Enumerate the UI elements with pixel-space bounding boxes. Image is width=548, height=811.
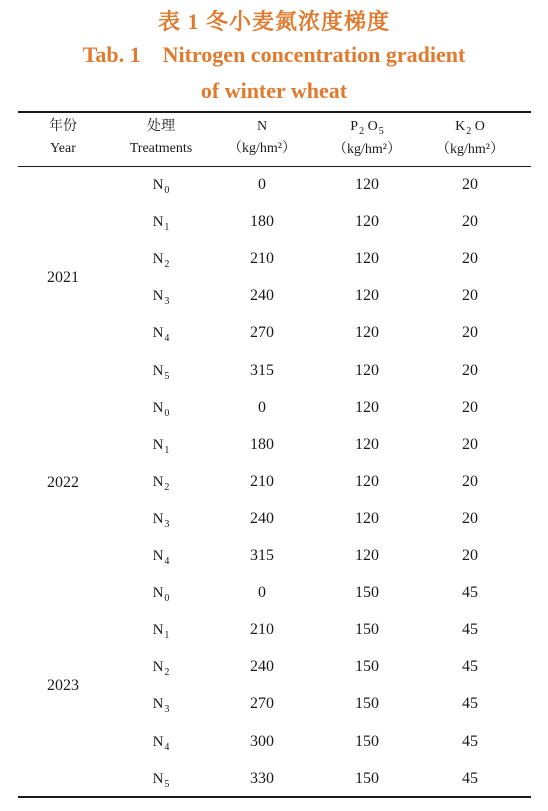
cell-treatment: $N_3$ — [152, 288, 170, 308]
top-rule — [18, 111, 531, 113]
cell-treatment: $N_2$ — [152, 251, 170, 271]
cell-p2o5: 120 — [355, 509, 379, 527]
cell-p2o5: 120 — [355, 176, 379, 193]
cell-n: 240 — [250, 509, 274, 527]
bottom-rule — [18, 796, 531, 798]
cell-k2o: 20 — [462, 547, 478, 564]
cell-treatment: $N_0$ — [152, 585, 170, 605]
cell-p2o5: 120 — [355, 250, 379, 268]
cell-treatment: $N_0$ — [152, 399, 170, 419]
header-p-label: $P_2$ $O_5$ — [350, 119, 384, 137]
cell-n: 210 — [250, 472, 274, 490]
cell-p2o5: 150 — [355, 658, 379, 676]
cell-treatment: $N_2$ — [152, 473, 170, 493]
cell-treatment: $N_5$ — [152, 770, 170, 790]
cell-n: 330 — [250, 769, 274, 787]
cell-n: 315 — [250, 547, 274, 564]
cell-treatment: $N_1$ — [152, 436, 170, 456]
cell-year: 2022 — [47, 473, 79, 491]
cell-p2o5: 150 — [355, 584, 379, 602]
cell-p2o5: 120 — [355, 287, 379, 305]
header-treat-zh: 处理 — [147, 119, 175, 134]
cell-treatment: $N_1$ — [152, 622, 170, 642]
cell-treatment: $N_1$ — [152, 214, 170, 234]
cell-p2o5: 120 — [355, 324, 379, 342]
cell-k2o: 20 — [462, 176, 478, 193]
cell-k2o: 45 — [462, 584, 478, 602]
cell-treatment: $N_5$ — [152, 362, 170, 382]
header-k-label: $K_2$ O — [455, 119, 485, 137]
cell-p2o5: 120 — [355, 472, 379, 490]
cell-k2o: 20 — [462, 324, 478, 342]
cell-treatment: $N_4$ — [152, 733, 170, 753]
header-p-unit: （kg/hm²） — [333, 142, 401, 157]
header-p2o5 — [315, 116, 419, 164]
cell-n: 0 — [258, 398, 266, 416]
cell-k2o: 45 — [462, 658, 478, 676]
cell-k2o: 45 — [462, 769, 478, 787]
cell-n: 270 — [250, 695, 274, 713]
header-k2o — [418, 116, 522, 164]
cell-k2o: 20 — [462, 361, 478, 379]
cell-k2o: 45 — [462, 621, 478, 639]
header-n-unit: （kg/hm²） — [228, 141, 296, 156]
cell-p2o5: 150 — [355, 769, 379, 787]
cell-treatment: $N_2$ — [152, 659, 170, 679]
cell-k2o: 20 — [462, 250, 478, 268]
cell-k2o: 20 — [462, 213, 478, 231]
table-label: Tab. 1 — [82, 42, 141, 67]
cell-n: 300 — [250, 732, 274, 750]
cell-treatment: $N_4$ — [152, 325, 170, 345]
table-title-en-text: Nitrogen concentration gradient — [162, 42, 466, 67]
cell-n: 270 — [250, 324, 274, 342]
cell-year: 2023 — [47, 677, 79, 695]
cell-n: 315 — [250, 361, 274, 379]
header-year — [20, 116, 106, 164]
cell-p2o5: 120 — [355, 213, 379, 231]
cell-n: 240 — [250, 287, 274, 305]
cell-n: 180 — [250, 213, 274, 231]
cell-p2o5: 120 — [355, 435, 379, 453]
cell-treatment: $N_3$ — [152, 510, 170, 530]
cell-k2o: 45 — [462, 695, 478, 713]
cell-n: 210 — [250, 621, 274, 639]
table-title-en-line2: of winter wheat — [200, 78, 348, 103]
cell-k2o: 20 — [462, 398, 478, 416]
cell-p2o5: 120 — [355, 547, 379, 564]
cell-k2o: 20 — [462, 509, 478, 527]
cell-k2o: 20 — [462, 472, 478, 490]
cell-p2o5: 120 — [355, 361, 379, 379]
cell-n: 0 — [258, 176, 266, 193]
header-n-label: N — [256, 119, 268, 134]
table-title-en-line1 — [0, 42, 548, 68]
header-k-unit: （kg/hm²） — [436, 142, 504, 157]
cell-p2o5: 150 — [355, 695, 379, 713]
cell-p2o5: 150 — [355, 621, 379, 639]
cell-k2o: 45 — [462, 732, 478, 750]
cell-p2o5: 150 — [355, 732, 379, 750]
cell-k2o: 20 — [462, 435, 478, 453]
cell-n: 180 — [250, 435, 274, 453]
cell-p2o5: 120 — [355, 398, 379, 416]
cell-year: 2021 — [47, 269, 79, 286]
cell-treatment: $N_4$ — [152, 548, 170, 567]
header-treatments — [110, 116, 212, 164]
cell-n: 240 — [250, 658, 274, 676]
cell-treatment: $N_0$ — [152, 177, 170, 196]
cell-n: 210 — [250, 250, 274, 268]
cell-k2o: 20 — [462, 287, 478, 305]
cell-treatment: $N_3$ — [152, 696, 170, 716]
header-n — [210, 116, 314, 164]
header-year-en: Year — [50, 141, 76, 156]
header-year-zh: 年份 — [49, 119, 77, 134]
table-title-zh: 表 1 冬小麦氮浓度梯度 — [157, 9, 390, 34]
header-treat-en: Treatments — [129, 141, 193, 156]
cell-n: 0 — [258, 584, 266, 602]
